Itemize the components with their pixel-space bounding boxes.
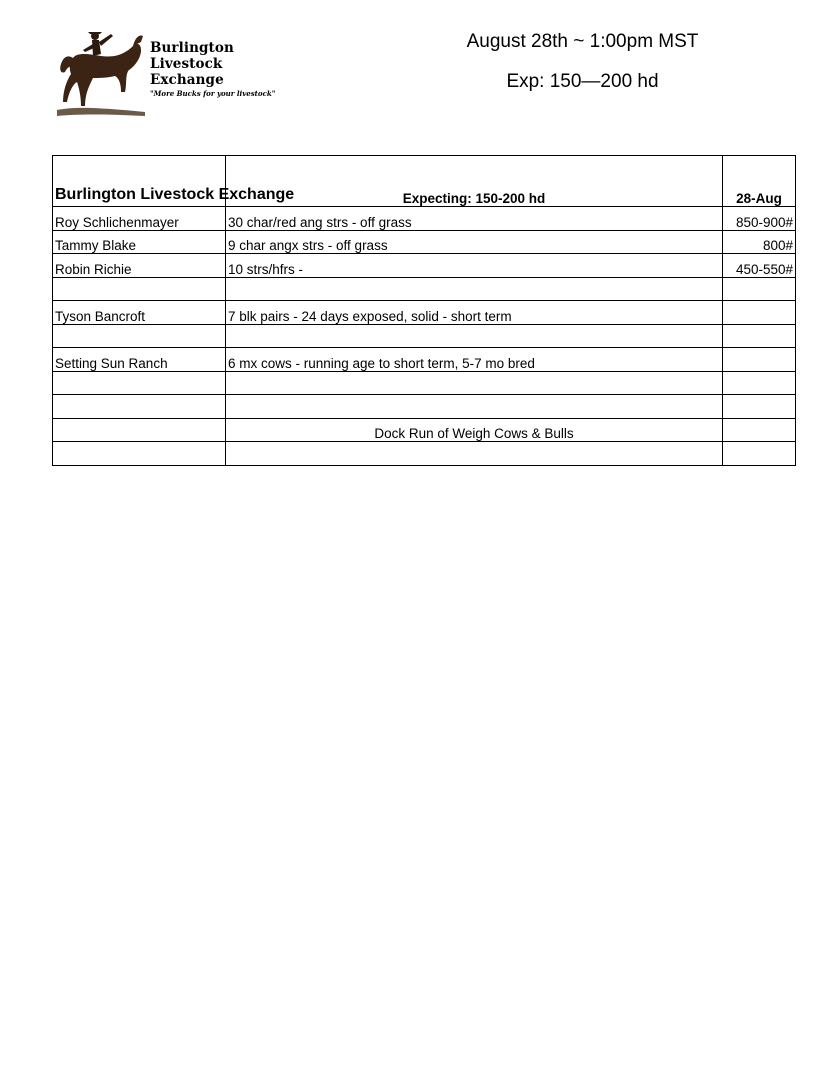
bucking-horse-rider-icon — [55, 28, 147, 118]
consignor-cell: Robin Richie — [53, 254, 226, 278]
weight-cell — [723, 418, 796, 442]
company-logo — [55, 28, 305, 120]
table-row — [53, 324, 796, 348]
weight-cell — [723, 348, 796, 372]
consignor-cell: Roy Schlichenmayer — [53, 207, 226, 231]
table-row — [53, 207, 796, 231]
logo-name — [150, 40, 234, 88]
weight-cell: 800# — [723, 230, 796, 254]
weight-cell: 450-550# — [723, 254, 796, 278]
weight-cell — [723, 371, 796, 395]
description-cell: 30 char/red ang strs - off grass — [226, 207, 723, 231]
logo-tagline: "More Bucks for your livestock" — [150, 89, 276, 98]
weight-cell — [723, 277, 796, 301]
table-row — [53, 395, 796, 419]
consignment-table — [52, 155, 796, 466]
weight-cell — [723, 442, 796, 466]
sale-date: August 28th ~ 1:00pm MST — [466, 31, 699, 52]
table-row — [53, 301, 796, 325]
logo-line-2: Livestock — [150, 56, 223, 72]
table-row — [53, 371, 796, 395]
description-cell — [226, 395, 723, 419]
table-row — [53, 348, 796, 372]
weight-cell — [723, 395, 796, 419]
description-cell: 9 char angx strs - off grass — [226, 230, 723, 254]
logo-line-3: Exchange — [150, 72, 224, 88]
weight-cell — [723, 301, 796, 325]
table-header-row — [53, 156, 796, 207]
description-cell: 10 strs/hfrs - — [226, 254, 723, 278]
consignor-cell: Tammy Blake — [53, 230, 226, 254]
description-cell — [226, 277, 723, 301]
table-date-cell: 28-Aug — [723, 156, 796, 207]
description-cell — [226, 442, 723, 466]
weight-cell: 850-900# — [723, 207, 796, 231]
consignor-cell — [53, 442, 226, 466]
consignor-cell — [53, 395, 226, 419]
logo-line-1: Burlington — [150, 40, 234, 56]
consignor-cell — [53, 324, 226, 348]
consignor-cell — [53, 371, 226, 395]
consignor-cell — [53, 277, 226, 301]
table-brand-cell: Burlington Livestock Exchange — [53, 156, 226, 207]
description-cell: 6 mx cows - running age to short term, 5-7 mo bred — [226, 348, 723, 372]
description-cell: 7 blk pairs - 24 days exposed, solid - short term — [226, 301, 723, 325]
table-row — [53, 277, 796, 301]
description-cell: Dock Run of Weigh Cows & Bulls — [226, 418, 723, 442]
consignor-cell — [53, 418, 226, 442]
consignor-cell: Setting Sun Ranch — [53, 348, 226, 372]
consignor-cell: Tyson Bancroft — [53, 301, 226, 325]
table-row — [53, 418, 796, 442]
weight-cell — [723, 324, 796, 348]
table-row — [53, 254, 796, 278]
table-row — [53, 230, 796, 254]
expected-head-count: Exp: 150—200 hd — [506, 71, 659, 92]
description-cell — [226, 371, 723, 395]
table-expecting-cell: Expecting: 150-200 hd — [226, 156, 723, 207]
description-cell — [226, 324, 723, 348]
table-row — [53, 442, 796, 466]
